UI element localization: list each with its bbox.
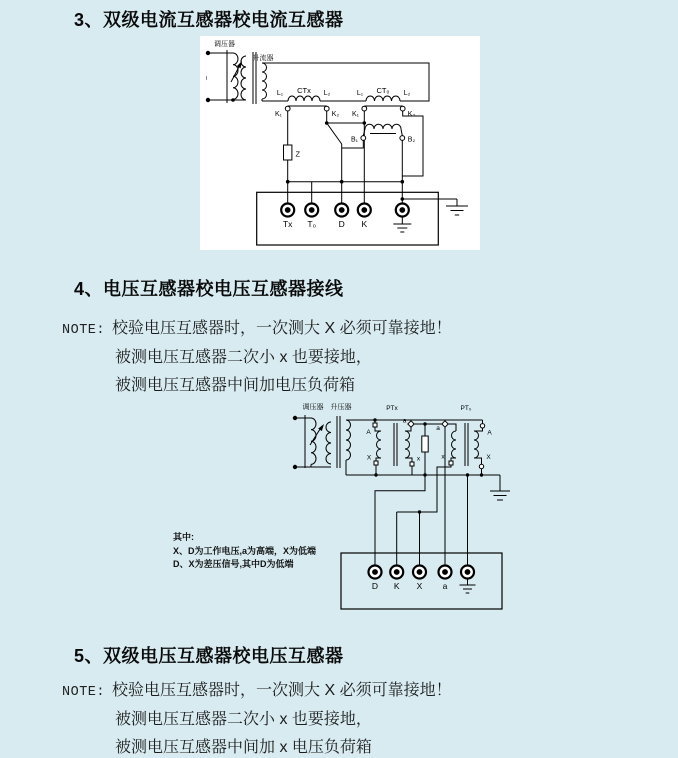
regulator-label: 调压器 [302, 404, 324, 411]
terminal-ground [461, 566, 474, 579]
current-booster-label: 升流器 [252, 55, 274, 62]
ptx-X-label: X [366, 454, 372, 462]
pt-diagram-side-note [173, 531, 316, 572]
pt-calibration-diagram [285, 398, 520, 613]
side-note-line2: X、D为工作电压,a为高端，X为低端 [173, 545, 317, 556]
terminal-t0 [305, 204, 318, 217]
terminal-d-label: D [371, 581, 379, 591]
terminal-tx [281, 204, 294, 217]
section3-heading: 3、双级电流互感器校电流互感器 [74, 10, 344, 30]
terminal-d [335, 204, 348, 217]
section5-note-line2: 被测电压互感器二次小 x 也要接地， [115, 711, 372, 728]
pt-terminal-posts [369, 566, 475, 579]
b2-label: B₂ [407, 136, 416, 144]
pt0-X-label: X [486, 454, 491, 461]
pt0-label: PT₀ [460, 405, 472, 412]
impedance-z-label: Z [295, 149, 301, 159]
note-label: NOTE: [62, 685, 106, 700]
section4-note-line1 [62, 315, 452, 338]
ctx-label: CTx [297, 86, 311, 95]
terminal-a [439, 566, 452, 579]
terminal-k-label: K [393, 581, 400, 591]
ctx-l2-label: L₂ [323, 90, 331, 97]
terminal-tx-label: Tx [282, 219, 293, 229]
ct-terminal-posts [281, 204, 409, 217]
section4-heading: 4、电压互感器校电压互感器接线 [74, 279, 344, 299]
ct-diagram-svg [200, 36, 480, 250]
pt-wiring [293, 415, 510, 609]
terminal-d [369, 566, 382, 579]
ct0-l1-label: L₁ [356, 90, 364, 97]
terminal-d-label: D [338, 219, 345, 229]
pt0-a-label: a [436, 425, 440, 432]
section4-note-line2: 被测电压互感器二次小 x 也要接地， [115, 349, 372, 366]
ptx-A-label: A [366, 429, 371, 436]
pt0-x-label: x [441, 453, 445, 461]
section4-note-line3: 被测电压互感器中间加电压负荷箱 [115, 377, 356, 394]
ptx-label: PTx [386, 405, 398, 412]
terminal-a-label: a [442, 581, 448, 591]
terminal-ground [396, 204, 409, 217]
terminal-k-label: K [361, 219, 368, 229]
note-label: NOTE: [62, 323, 106, 338]
ac-source-symbol: ~ [202, 75, 211, 81]
side-note-line3: D、X为差压信号,其中D为低端 [173, 559, 294, 569]
terminal-x-label: X [416, 581, 423, 591]
ct0-k2-label: K₂ [407, 111, 416, 118]
pt0-A-label: A [487, 429, 492, 437]
ptx-x-label: x [416, 455, 421, 463]
ctx-k2-label: K₂ [331, 111, 340, 118]
ctx-l1-label: L₁ [276, 90, 284, 97]
terminal-k [390, 566, 403, 579]
ct0-label: CT₀ [376, 86, 390, 95]
ptx-a-label: a [402, 417, 407, 425]
section5-note-line3: 被测电压互感器中间加 x 电压负荷箱 [115, 739, 372, 756]
side-note-line1: 其中: [173, 532, 194, 542]
ct0-l2-label: L₂ [403, 90, 411, 97]
terminal-k [358, 204, 371, 217]
section5-note-line1 [62, 677, 452, 700]
note-text: 校验电压互感器时，一次测大 X 必须可靠接地！ [112, 682, 452, 699]
regulator-label: 调压器 [214, 41, 235, 48]
terminal-x [413, 566, 426, 579]
ct-calibration-diagram [200, 36, 480, 250]
b1-label: B₁ [350, 136, 359, 144]
terminal-t0-label: T₀ [307, 219, 317, 229]
ct0-k1-label: K₁ [351, 111, 360, 118]
note-text: 校验电压互感器时，一次测大 X 必须可靠接地！ [112, 320, 452, 337]
section5-heading: 5、双级电压互感器校电压互感器 [74, 646, 344, 666]
voltage-booster-label: 升压器 [330, 404, 352, 411]
ctx-k1-label: K₁ [274, 111, 283, 118]
